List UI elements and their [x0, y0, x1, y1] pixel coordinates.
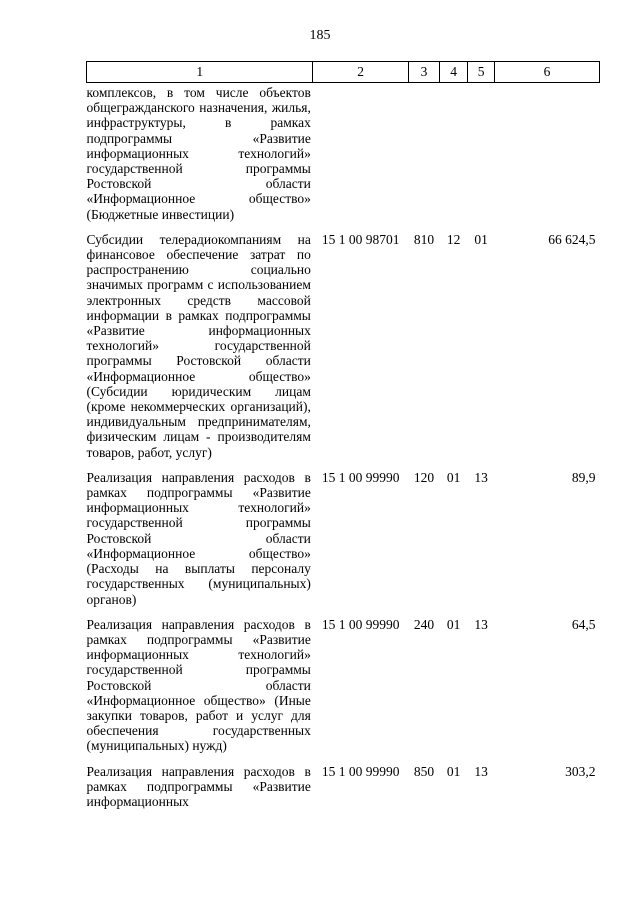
row-vr: 850: [413, 763, 435, 779]
header-row: [87, 62, 600, 83]
row-rz: 01: [446, 763, 461, 779]
row-csr: 15 1 00 99990: [321, 616, 400, 632]
header-col-2: 2: [313, 62, 409, 83]
page-number: 185: [309, 28, 331, 43]
budget-table: [86, 61, 600, 809]
row-pr: 13: [474, 763, 488, 779]
table-row: [87, 762, 600, 810]
row-vr: 240: [413, 616, 435, 632]
row-rz: 01: [446, 469, 461, 485]
row-amount: 303,2: [565, 763, 596, 779]
row-name: комплексов, в том числе объектов общегражданского назначения, жилья, инфраструктуры, в рамках подпрограммы «Развитие информационных технологий» государственной программы Ростовской области «Информационное общество» (Бюджетные инвестиции): [86, 85, 311, 222]
row-csr: 15 1 00 98701: [321, 231, 400, 247]
table-row: [87, 83, 600, 230]
row-vr: 120: [413, 469, 435, 485]
row-amount: 89,9: [571, 469, 596, 485]
row-amount: 64,5: [571, 616, 596, 632]
row-name: Реализация направления расходов в рамках подпрограммы «Развитие информационных: [86, 763, 311, 809]
row-vr: 810: [413, 231, 435, 247]
table-row: [87, 230, 600, 468]
header-col-6: 6: [495, 62, 600, 83]
table-row: [87, 468, 600, 615]
row-pr: [468, 83, 495, 230]
row-name: Реализация направления расходов в рамках подпрограммы «Развитие информационных технологий» государственной программы Ростовской области «Информационное общество» (Расходы на выплаты персоналу государственных (муниципальных) органов): [86, 469, 311, 607]
header-col-5: 5: [468, 62, 495, 83]
row-pr: 13: [474, 616, 488, 632]
row-amount: [495, 83, 600, 230]
header-col-4: 4: [440, 62, 468, 83]
row-name: Реализация направления расходов в рамках подпрограммы «Развитие информационных технологий» государственной программы Ростовской области «Информационное общество» (Иные закупки товаров, работ и услуг для обеспечения государственных (муниципальных) нужд): [86, 616, 311, 754]
row-csr: [313, 83, 409, 230]
row-rz: 01: [446, 616, 461, 632]
row-amount: 66 624,5: [548, 231, 596, 247]
row-rz: 12: [446, 231, 461, 247]
row-pr: 13: [474, 469, 488, 485]
row-csr: 15 1 00 99990: [321, 763, 400, 779]
row-csr: 15 1 00 99990: [321, 469, 400, 485]
header-col-3: 3: [408, 62, 439, 83]
table-row: [87, 615, 600, 762]
row-rz: [440, 83, 468, 230]
row-pr: 01: [474, 231, 488, 247]
header-col-1: 1: [87, 62, 313, 83]
row-vr: [408, 83, 439, 230]
row-name: Субсидии телерадиокомпаниям на финансовое обеспечение затрат по распространению социально значимых программ с использованием электронных средств массовой информации в рамках подпрограммы «Развитие информационных технологий» государственной программы Ростовской области «Информационное общество» (Субсидии юридическим лицам (кроме некоммерческих организаций), индивидуальным предпринимателям, физическим лицам - производителям товаров, работ, услуг): [86, 231, 311, 460]
